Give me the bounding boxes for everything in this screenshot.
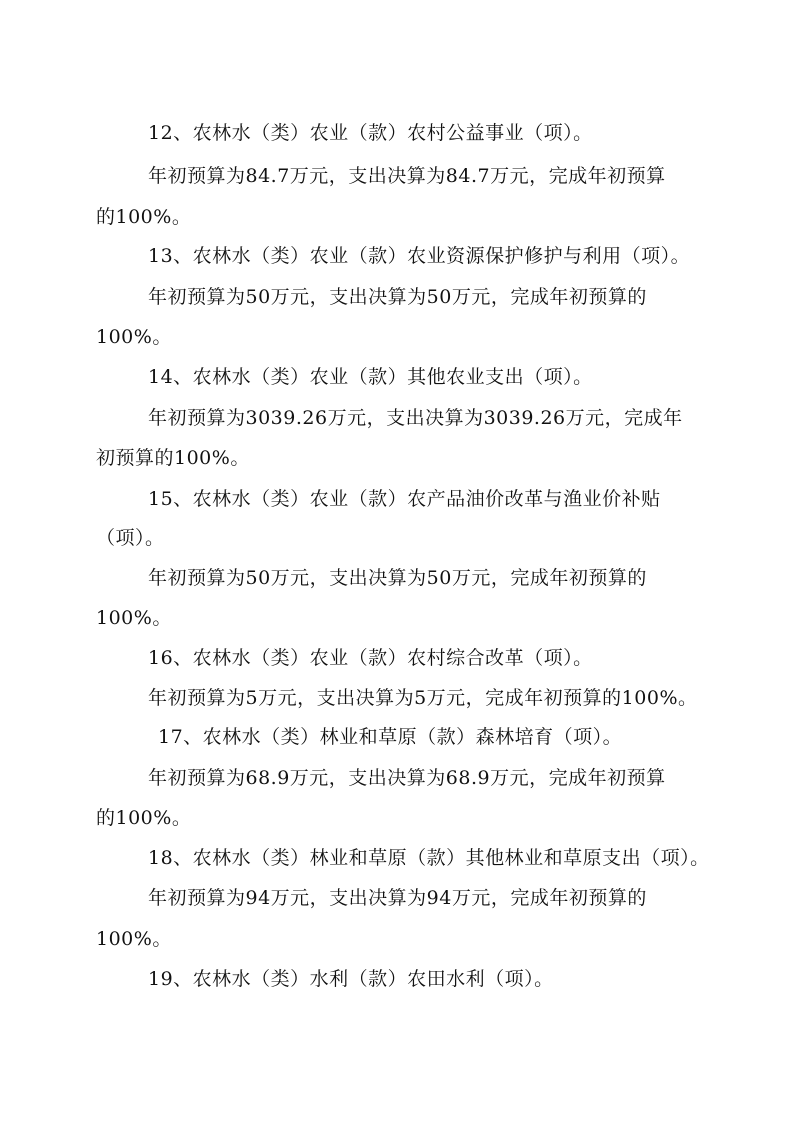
item-18-heading: 18、农林水（类）林业和草原（款）其他林业和草原支出（项）。 xyxy=(148,847,710,869)
item-15-budget-line-1: 年初预算为50万元，支出决算为50万元，完成年初预算的 xyxy=(148,567,647,589)
item-14-heading: 14、农林水（类）农业（款）其他农业支出（项）。 xyxy=(148,366,593,388)
item-15-budget-line-2: 100%。 xyxy=(96,607,172,629)
item-14-budget-line-2: 初预算的100%。 xyxy=(96,447,250,469)
item-17-budget-line-2: 的100%。 xyxy=(96,807,192,829)
item-12-budget-line-2: 的100%。 xyxy=(96,206,192,228)
item-12-budget-line-1: 年初预算为84.7万元，支出决算为84.7万元，完成年初预算 xyxy=(148,165,666,187)
item-18-budget-line-2: 100%。 xyxy=(96,928,172,950)
item-17-budget-line-1: 年初预算为68.9万元，支出决算为68.9万元，完成年初预算 xyxy=(148,767,666,789)
item-17-heading: 17、农林水（类）林业和草原（款）森林培育（项）。 xyxy=(158,726,623,748)
item-18-budget-line-1: 年初预算为94万元，支出决算为94万元，完成年初预算的 xyxy=(148,887,647,909)
item-14-budget-line-1: 年初预算为3039.26万元，支出决算为3039.26万元，完成年 xyxy=(148,407,683,429)
item-13-budget-line-1: 年初预算为50万元，支出决算为50万元，完成年初预算的 xyxy=(148,286,647,308)
item-12-heading: 12、农林水（类）农业（款）农村公益事业（项）。 xyxy=(148,122,593,144)
item-15-heading-line-2: （项）。 xyxy=(96,527,165,549)
item-15-heading-line-1: 15、农林水（类）农业（款）农产品油价改革与渔业价补贴 xyxy=(148,488,661,510)
item-19-heading: 19、农林水（类）水利（款）农田水利（项）。 xyxy=(148,968,554,990)
item-16-budget-line-1: 年初预算为5万元，支出决算为5万元，完成年初预算的100%。 xyxy=(148,687,698,709)
item-13-heading: 13、农林水（类）农业（款）农业资源保护修护与利用（项）。 xyxy=(148,245,691,267)
item-13-budget-line-2: 100%。 xyxy=(96,326,172,348)
item-16-heading: 16、农林水（类）农业（款）农村综合改革（项）。 xyxy=(148,647,593,669)
